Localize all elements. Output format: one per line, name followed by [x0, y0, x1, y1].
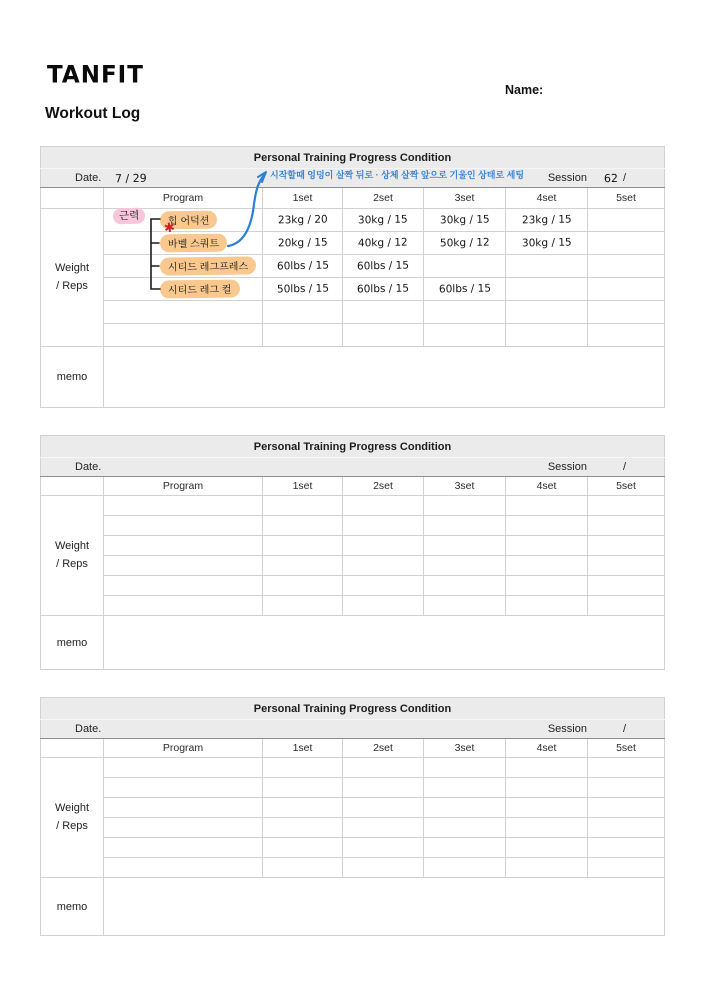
program-cell — [104, 232, 263, 255]
session-table-3 — [40, 697, 664, 936]
set-cell — [424, 324, 506, 347]
program-cell — [104, 758, 263, 778]
session-divider: / — [622, 172, 627, 184]
program-highlight: 시티드 레그 컬 — [160, 280, 240, 299]
set-cell — [588, 324, 665, 347]
set-cell — [343, 324, 424, 347]
set-cell — [343, 596, 424, 616]
set-cell — [424, 838, 506, 858]
column-header-4set: 4set — [506, 739, 588, 758]
set-cell — [343, 209, 424, 232]
set-cell — [263, 778, 343, 798]
column-header-4set: 4set — [506, 188, 588, 209]
set-cell — [424, 536, 506, 556]
set-cell — [588, 536, 665, 556]
set-cell — [424, 556, 506, 576]
session-divider: / — [622, 723, 627, 735]
memo-label: memo — [41, 347, 104, 408]
column-header-1set: 1set — [263, 188, 343, 209]
set-cell — [263, 278, 343, 301]
set-value: 50lbs / 15 — [276, 282, 329, 296]
set-cell — [506, 209, 588, 232]
program-cell — [104, 576, 263, 596]
set-cell — [506, 818, 588, 838]
set-cell — [506, 324, 588, 347]
set-cell — [588, 798, 665, 818]
set-cell — [424, 576, 506, 596]
column-header-2set: 2set — [343, 477, 424, 496]
set-cell — [424, 778, 506, 798]
column-header-2set: 2set — [343, 739, 424, 758]
program-cell — [104, 496, 263, 516]
set-cell — [506, 301, 588, 324]
column-header-1set: 1set — [263, 477, 343, 496]
set-cell — [588, 209, 665, 232]
set-cell — [343, 255, 424, 278]
program-highlight: 바벨 스쿼트 — [160, 234, 227, 253]
set-cell — [588, 232, 665, 255]
set-cell — [343, 556, 424, 576]
set-cell — [343, 858, 424, 878]
set-cell — [424, 255, 506, 278]
session-value: 62 — [603, 171, 619, 185]
set-cell — [506, 496, 588, 516]
program-cell — [104, 301, 263, 324]
set-cell — [588, 838, 665, 858]
program-cell — [104, 818, 263, 838]
weight-reps-label: Weight / Reps — [41, 209, 104, 347]
progress-table — [40, 146, 665, 408]
coach-note-text: 시작할때 엉덩이 살짝 뒤로 · 상체 살짝 앞으로 기울인 상태로 세팅 — [270, 170, 525, 180]
table-title: Personal Training Progress Condition — [41, 436, 665, 458]
memo-cell — [104, 878, 665, 936]
set-cell — [424, 209, 506, 232]
set-cell — [506, 858, 588, 878]
set-cell — [343, 496, 424, 516]
weight-reps-label: Weight / Reps — [41, 496, 104, 616]
program-cell — [104, 778, 263, 798]
set-cell — [343, 516, 424, 536]
set-value: 23kg / 15 — [521, 213, 572, 227]
progress-table — [40, 697, 665, 936]
set-cell — [343, 576, 424, 596]
set-cell — [343, 818, 424, 838]
set-cell — [263, 858, 343, 878]
program-cell — [104, 255, 263, 278]
column-header-2set: 2set — [343, 188, 424, 209]
set-value: 50kg / 12 — [439, 236, 490, 250]
set-cell — [506, 278, 588, 301]
set-cell — [424, 858, 506, 878]
set-cell — [343, 301, 424, 324]
program-highlight: 힙 어덕션 — [160, 211, 218, 230]
set-value: 30kg / 15 — [439, 213, 490, 227]
set-cell — [588, 818, 665, 838]
column-header-4set: 4set — [506, 477, 588, 496]
set-cell — [506, 576, 588, 596]
column-header-program: Program — [104, 739, 263, 758]
set-cell — [506, 536, 588, 556]
session-label: Session — [547, 172, 587, 184]
set-value: 30kg / 15 — [358, 213, 408, 227]
column-header-3set: 3set — [424, 477, 506, 496]
set-cell — [343, 278, 424, 301]
column-header-5set: 5set — [588, 477, 665, 496]
set-cell — [588, 516, 665, 536]
table-title: Personal Training Progress Condition — [41, 147, 665, 169]
session-table-1 — [40, 146, 664, 408]
set-cell — [263, 798, 343, 818]
corner-cell — [41, 188, 104, 209]
memo-cell — [104, 616, 665, 670]
program-highlight: 시티드 레그프레스 — [160, 256, 256, 275]
column-header-program: Program — [104, 188, 263, 209]
set-cell — [424, 758, 506, 778]
program-cell — [104, 596, 263, 616]
set-cell — [588, 496, 665, 516]
date-session-row — [41, 458, 665, 477]
set-cell — [588, 556, 665, 576]
set-cell — [424, 278, 506, 301]
set-cell — [588, 301, 665, 324]
set-cell — [506, 596, 588, 616]
session-divider: / — [622, 461, 627, 473]
set-cell — [263, 255, 343, 278]
program-cell — [104, 516, 263, 536]
set-cell — [263, 596, 343, 616]
set-cell — [506, 838, 588, 858]
set-cell — [343, 778, 424, 798]
column-header-program: Program — [104, 477, 263, 496]
set-value: 20kg / 15 — [277, 236, 328, 250]
set-value: 30kg / 15 — [521, 236, 572, 250]
table-title: Personal Training Progress Condition — [41, 698, 665, 720]
set-cell — [263, 576, 343, 596]
set-cell — [263, 301, 343, 324]
date-value: 7 / 29 — [115, 171, 148, 185]
set-cell — [588, 596, 665, 616]
tanfit-logo: TANFIT — [47, 61, 144, 89]
set-cell — [506, 556, 588, 576]
program-cell — [104, 556, 263, 576]
set-value: 40kg / 12 — [358, 236, 408, 250]
set-cell — [263, 516, 343, 536]
set-value: 60lbs / 15 — [356, 282, 410, 296]
set-cell — [424, 496, 506, 516]
set-cell — [506, 758, 588, 778]
date-session-row — [41, 720, 665, 739]
set-cell — [588, 576, 665, 596]
set-cell — [588, 278, 665, 301]
program-cell — [104, 278, 263, 301]
session-label: Session — [547, 461, 587, 473]
set-cell — [263, 209, 343, 232]
set-cell — [506, 232, 588, 255]
date-label: Date. — [75, 461, 102, 473]
set-cell — [263, 324, 343, 347]
column-header-1set: 1set — [263, 739, 343, 758]
star-icon: ✱ — [162, 219, 176, 236]
column-header-3set: 3set — [424, 188, 506, 209]
session-label: Session — [547, 723, 587, 735]
set-cell — [263, 496, 343, 516]
category-highlight: 근력 — [113, 207, 146, 224]
memo-label: memo — [41, 616, 104, 670]
set-cell — [424, 516, 506, 536]
set-cell — [343, 536, 424, 556]
set-cell — [588, 858, 665, 878]
date-label: Date. — [75, 723, 102, 735]
session-table-2 — [40, 435, 664, 670]
set-cell — [263, 758, 343, 778]
page-title: Workout Log — [45, 105, 141, 122]
set-value: 60lbs / 15 — [356, 259, 410, 273]
progress-table — [40, 435, 665, 670]
column-header-3set: 3set — [424, 739, 506, 758]
set-cell — [424, 798, 506, 818]
corner-cell — [41, 739, 104, 758]
program-cell — [104, 536, 263, 556]
program-cell — [104, 838, 263, 858]
program-cell — [104, 324, 263, 347]
set-cell — [343, 232, 424, 255]
set-cell — [506, 778, 588, 798]
column-header-5set: 5set — [588, 188, 665, 209]
weight-reps-label: Weight / Reps — [41, 758, 104, 878]
set-cell — [263, 232, 343, 255]
set-cell — [424, 301, 506, 324]
program-cell — [104, 798, 263, 818]
memo-label: memo — [41, 878, 104, 936]
memo-cell — [104, 347, 665, 408]
set-value: 23kg / 20 — [277, 213, 328, 227]
set-cell — [424, 818, 506, 838]
set-cell — [424, 232, 506, 255]
set-cell — [343, 758, 424, 778]
set-cell — [588, 778, 665, 798]
set-value: 60lbs / 15 — [276, 259, 329, 273]
date-label: Date. — [75, 172, 102, 184]
set-cell — [588, 758, 665, 778]
set-cell — [506, 516, 588, 536]
set-cell — [263, 536, 343, 556]
set-cell — [506, 798, 588, 818]
set-cell — [263, 838, 343, 858]
set-cell — [506, 255, 588, 278]
corner-cell — [41, 477, 104, 496]
set-cell — [263, 556, 343, 576]
name-label: Name: — [505, 83, 544, 97]
set-cell — [263, 818, 343, 838]
set-cell — [343, 798, 424, 818]
set-cell — [343, 838, 424, 858]
set-value: 60lbs / 15 — [438, 282, 491, 296]
program-cell — [104, 858, 263, 878]
set-cell — [588, 255, 665, 278]
set-cell — [424, 596, 506, 616]
column-header-5set: 5set — [588, 739, 665, 758]
